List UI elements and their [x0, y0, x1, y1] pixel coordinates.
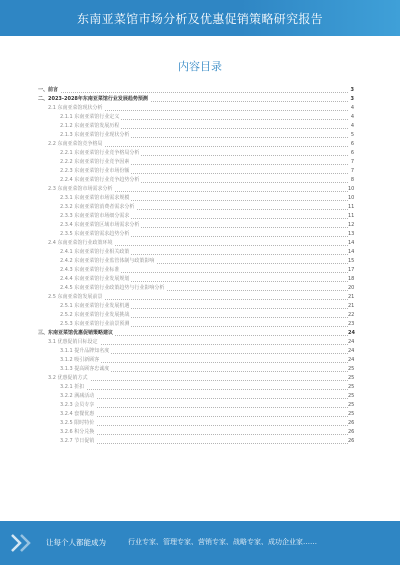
toc-entry-label: 3.2.7 节日促销: [60, 438, 95, 444]
toc-entry-label: 3.1.3 提高顾客忠诚度: [60, 366, 110, 372]
toc-entry-label: 3.1.1 提升品牌知名度: [60, 348, 110, 354]
toc-entry-label: 2.4.2 东南亚菜馆行业监管体制与政策影响: [60, 258, 155, 264]
toc-entry[interactable]: [38, 437, 354, 446]
toc-entry-label: 2.2 东南亚菜馆竞争格局: [48, 141, 103, 147]
toc-entry[interactable]: [38, 95, 354, 104]
footer-roles: 行业专家、管理专家、营销专家、战略专家、成功企业家……: [128, 538, 317, 546]
toc-page-number: 3: [350, 96, 354, 102]
toc-entry-label: 3.1 优惠促销目标设定: [48, 339, 98, 345]
toc-leader-dots: [60, 433, 348, 435]
toc-entry-label: 2.1 东南亚菜馆现状分析: [48, 105, 103, 111]
toc-entry[interactable]: [38, 140, 354, 149]
toc-entry-label: 2.3.2 东南亚菜馆消费者需求分析: [60, 204, 135, 210]
toc-page-number: 4: [350, 105, 354, 111]
toc-page-number: 6: [350, 150, 354, 156]
toc-entry-label: 2.5.1 东南亚菜馆行业发展机遇: [60, 303, 130, 309]
toc-page-number: 17: [348, 267, 355, 273]
toc-entry-label: 2.3.5 东南亚菜馆需求趋势分析: [60, 231, 130, 237]
toc-entry-label: 2.3.3 东南亚菜馆市场细分需求: [60, 213, 130, 219]
toc-leader-dots: [60, 415, 348, 417]
toc-entry[interactable]: [38, 149, 354, 158]
report-title: 东南亚菜馆市场分析及优惠促销策略研究报告: [76, 12, 323, 26]
toc-page-number: 3: [350, 87, 354, 93]
toc-entry-label: 2.5.2 东南亚菜馆行业发展挑战: [60, 312, 130, 318]
toc-page-number: 25: [348, 384, 355, 390]
toc-page-number: 26: [348, 429, 355, 435]
toc-leader-dots: [60, 406, 348, 408]
toc-entry-label: 2.2.4 东南亚菜馆行业竞争趋势分析: [60, 177, 140, 183]
toc-entry-label: 3.2 优惠促销方式: [48, 375, 88, 381]
toc-page-number: 11: [348, 213, 355, 219]
toc-page-number: 21: [348, 294, 355, 300]
toc-entry-label: 2.4.4 东南亚菜馆行业发展规划: [60, 276, 130, 282]
toc-entry[interactable]: [38, 158, 354, 167]
toc-page-number: 24: [348, 357, 355, 363]
toc-entry-label: 3.2.6 积分兑换: [60, 429, 95, 435]
toc-page-number: 26: [348, 438, 355, 444]
toc-page-number: 24: [348, 348, 355, 354]
footer-banner: [0, 521, 400, 565]
toc-page-number: 6: [350, 141, 354, 147]
toc-entry-label: 2.5.3 东南亚菜馆行业前景预测: [60, 321, 130, 327]
toc-entry-label: 2.2.3 东南亚菜馆行业市场份额: [60, 168, 130, 174]
toc-leader-dots: [38, 91, 348, 93]
toc-page-number: 26: [348, 420, 355, 426]
toc-page-number: 12: [348, 222, 355, 228]
toc-entry[interactable]: [38, 248, 354, 257]
toc-entry[interactable]: [38, 410, 354, 419]
header-banner: [0, 0, 400, 36]
toc-page-number: 5: [350, 132, 354, 138]
toc-entry[interactable]: [38, 320, 354, 329]
toc-entry[interactable]: [38, 86, 354, 95]
toc-entry-label: 2.1.1 东南亚菜馆行业定义: [60, 114, 120, 120]
toc-entry-label: 2.4.5 东南亚菜馆行业政策趋势与行业影响分析: [60, 285, 165, 291]
toc-entry-label: 2.3.1 东南亚菜馆市场需求规模: [60, 195, 130, 201]
toc-entry-label: 2.4 东南亚菜馆行业政策环境: [48, 240, 113, 246]
toc-entry[interactable]: [38, 239, 354, 248]
toc-page-number: 4: [350, 114, 354, 120]
toc-entry[interactable]: [38, 194, 354, 203]
toc-page-number: 25: [348, 411, 355, 417]
toc-entry[interactable]: [38, 230, 354, 239]
toc-page-number: 7: [350, 159, 354, 165]
toc-leader-dots: [48, 379, 348, 381]
toc-entry[interactable]: [38, 401, 354, 410]
toc-entry-label: 2.4.1 东南亚菜馆行业相关政策: [60, 249, 130, 255]
toc-page-number: 11: [348, 204, 355, 210]
toc-entry-label: 二、2023-2028年东南亚菜馆行业发展趋势预测: [38, 96, 148, 102]
toc-page-number: 7: [350, 168, 354, 174]
toc-page-number: 15: [348, 258, 355, 264]
toc-entry[interactable]: [38, 311, 354, 320]
toc-page-number: 20: [348, 285, 355, 291]
toc-entry-label: 3.1.2 吸引新顾客: [60, 357, 100, 363]
toc-page-number: 24: [348, 330, 355, 336]
toc-entry[interactable]: [38, 176, 354, 185]
toc-entry[interactable]: [38, 347, 354, 356]
toc-leader-dots: [60, 388, 348, 390]
toc-leader-dots: [60, 442, 348, 444]
toc-entry[interactable]: [38, 419, 354, 428]
toc-entry[interactable]: [38, 131, 354, 140]
toc-page-number: 25: [348, 402, 355, 408]
toc-page-number: 10: [348, 186, 355, 192]
toc-page-number: 4: [350, 123, 354, 129]
toc-entry-label: 2.4.3 东南亚菜馆行业标准: [60, 267, 120, 273]
toc-entry[interactable]: [38, 374, 354, 383]
toc-leader-dots: [60, 361, 348, 363]
toc-entry[interactable]: [38, 104, 354, 113]
toc-entry-label: 2.3 东南亚菜馆市场需求分析: [48, 186, 113, 192]
toc-leader-dots: [60, 397, 348, 399]
toc-entry-label: 2.1.3 东南亚菜馆行业现状分析: [60, 132, 130, 138]
toc-entry-label: 3.2.4 套餐优惠: [60, 411, 95, 417]
toc-entry[interactable]: [38, 338, 354, 347]
toc-entry[interactable]: [38, 221, 354, 230]
toc-entry-label: 2.2.1 东南亚菜馆行业竞争格局分析: [60, 150, 140, 156]
toc-entry[interactable]: [38, 293, 354, 302]
toc-entry[interactable]: [38, 203, 354, 212]
toc-page-number: 24: [348, 339, 355, 345]
toc-entry-label: 3.2.1 折扣: [60, 384, 85, 390]
toc-entry[interactable]: [38, 365, 354, 374]
toc-page-number: 13: [348, 231, 355, 237]
toc-entry[interactable]: [38, 185, 354, 194]
toc-entry-label: 2.3.4 东南亚菜馆区域市场需求分析: [60, 222, 140, 228]
table-of-contents: [38, 86, 354, 446]
toc-entry-label: 3.2.2 满减活动: [60, 393, 95, 399]
toc-entry-label: 三、东南亚菜馆优惠促销策略建议: [38, 330, 114, 336]
toc-entry[interactable]: [38, 302, 354, 311]
toc-entry[interactable]: [38, 122, 354, 131]
toc-entry[interactable]: [38, 356, 354, 365]
toc-page-number: 25: [348, 393, 355, 399]
toc-page-number: 10: [348, 195, 355, 201]
toc-entry[interactable]: [38, 392, 354, 401]
toc-page-number: 25: [348, 366, 355, 372]
toc-entry[interactable]: [38, 275, 354, 284]
toc-entry[interactable]: [38, 329, 354, 338]
toc-entry-label: 3.2.3 会员专享: [60, 402, 95, 408]
toc-page-number: 14: [348, 240, 355, 246]
toc-page-number: 25: [348, 375, 355, 381]
toc-entry[interactable]: [38, 113, 354, 122]
toc-page-number: 18: [348, 276, 355, 282]
toc-entry[interactable]: [38, 266, 354, 275]
toc-leader-dots: [60, 424, 348, 426]
chevron-decoration-icon: [8, 531, 36, 555]
footer-slogan: 让每个人都能成为: [46, 538, 106, 547]
toc-entry-label: 2.5 东南亚菜馆发展前景: [48, 294, 103, 300]
toc-entry[interactable]: [38, 428, 354, 437]
toc-entry[interactable]: [38, 383, 354, 392]
toc-title: 内容目录: [178, 60, 222, 73]
toc-entry[interactable]: [38, 167, 354, 176]
toc-entry[interactable]: [38, 284, 354, 293]
toc-entry-label: 2.2.2 东南亚菜馆行业竞争因素: [60, 159, 130, 165]
toc-page-number: 21: [348, 303, 355, 309]
toc-entry[interactable]: [38, 212, 354, 221]
toc-entry-label: 一、前言: [38, 87, 59, 93]
toc-entry-label: 3.2.5 限时特价: [60, 420, 95, 426]
toc-page-number: 23: [348, 321, 355, 327]
toc-page-number: 22: [348, 312, 355, 318]
toc-entry-label: 2.1.2 东南亚菜馆发展历程: [60, 123, 120, 129]
toc-page-number: 14: [348, 249, 355, 255]
toc-page-number: 8: [350, 177, 354, 183]
toc-entry[interactable]: [38, 257, 354, 266]
